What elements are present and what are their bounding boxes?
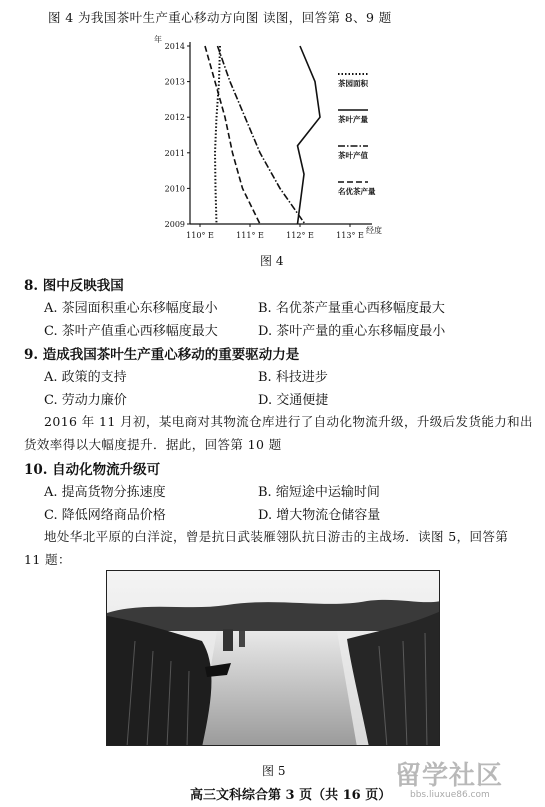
legend-label-4: 名优茶产量 [338,187,376,196]
question-10-option-c: C. 降低网络商品价格 [44,508,166,523]
legend-label-1: 茶园面积 [338,79,368,88]
x-axis-label: 经度 [366,226,382,235]
question-9-option-d: D. 交通便捷 [258,393,329,408]
x-tick-label: 110° E [186,231,214,240]
question-8-stem: 8. 图中反映我国 [24,278,124,294]
x-tick-label: 112° E [286,231,314,240]
question-8-option-d: D. 茶叶产量的重心东移幅度最小 [258,324,446,339]
series-line-4 [205,46,260,224]
lake-scene-image [107,571,440,746]
y-tick-label: 2014 [164,42,185,51]
question-10-option-b: B. 缩短途中运输时间 [258,485,380,500]
tea-production-chart [140,28,400,246]
y-tick-label: 2011 [164,148,185,158]
question-9-option-a: A. 政策的支持 [44,370,127,385]
series-line-3 [218,46,306,224]
question-9-stem: 9. 造成我国茶叶生产重心移动的重要驱动力是 [24,347,300,363]
baiyangdian-photo [106,570,440,746]
question-10-option-a: A. 提高货物分拣速度 [44,485,166,500]
x-tick-label: 111° E [236,231,264,240]
x-tick-label: 113° E [336,231,364,240]
legend-label-3: 茶叶产值 [338,151,368,160]
question-8-option-a: A. 茶园面积重心东移幅度最小 [44,301,218,316]
question-8-option-b: B. 名优茶产量重心西移幅度最大 [258,301,445,316]
passage-10-line-2: 货效率得以大幅度提升．据此，回答第 10 题 [24,437,282,452]
y-tick-label: 2009 [164,220,185,229]
figure4-label: 图 4 [260,254,284,268]
question-10-option-d: D. 增大物流仓储容量 [258,508,381,523]
y-tick-label: 2012 [164,113,185,123]
figure4-caption: 图 4 为我国茶叶生产重心移动方向图 读图，回答第 8、9 题 [48,10,392,25]
question-9-option-b: B. 科技进步 [258,370,328,385]
chart-axes [190,42,372,224]
watermark-logo-text: 留学社区 [395,761,504,791]
passage-11-line-2: 11 题： [24,552,71,567]
question-8-option-c: C. 茶叶产值重心西移幅度最大 [44,324,218,339]
watermark-url: bbs.liuxue86.com [410,790,490,800]
question-10-stem: 10. 自动化物流升级可 [24,462,161,478]
page-footer: 高三文科综合第 3 页（共 16 页） [190,788,392,803]
figure5-label: 图 5 [262,764,286,778]
y-axis-label: 年 [154,35,162,44]
y-tick-label: 2013 [164,77,185,87]
passage-11-line-1: 地处华北平原的白洋淀，曾是抗日武装雁翎队抗日游击的主战场．读图 5，回答第 [44,529,509,544]
passage-10-line-1: 2016 年 11 月初，某电商对其物流仓库进行了自动化物流升级，升级后发货能力和出 [44,414,533,429]
legend-label-2: 茶叶产量 [338,115,368,124]
series-line-2 [298,46,321,224]
y-tick-label: 2010 [164,184,185,194]
series-line-1 [215,46,220,224]
question-9-option-c: C. 劳动力廉价 [44,393,127,408]
